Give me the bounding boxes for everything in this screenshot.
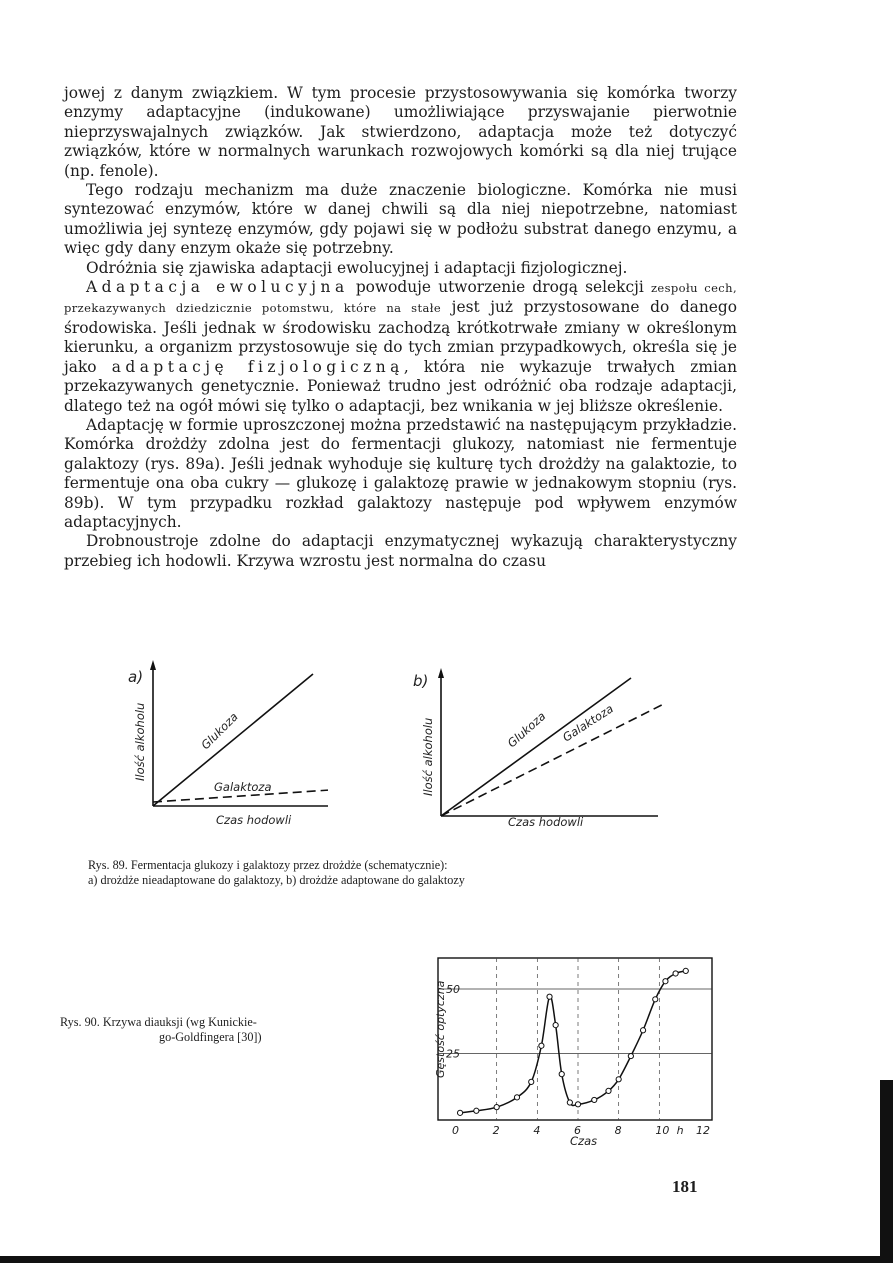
data-point xyxy=(567,1100,572,1105)
paragraph-6: Drobnoustroje zdolne do adaptacji enzymatycznej wykazują charakterystyczny przebieg ich hodowli. Krzywa wzrostu jest normalna do czasu xyxy=(64,532,737,570)
data-point xyxy=(494,1105,499,1110)
paragraph-4: Adaptacja ewolucyjna powoduje utworzenie drogą selekcji zespołu cech, przekazywanych dziedzicznie potomstwu, które na stałe jest już przystosowane do danego środowiska. Jeśli jednak w środowisku zachodzą krótkotrwałe zmiany w określonym kierunku, a organizm przystosowuje się do tych zmian przypadkowych, określa się je jako adaptację fizjologiczną, która nie wykazuje trwałych zmian przekazywanych genetycznie. Ponieważ trudno jest odróżnić oba rodzaje adaptacji, dlatego też na ogół mówi się tylko o adaptacji, bez wnikania w jej bliższe określenie. xyxy=(64,278,738,415)
page-bottom-edge xyxy=(0,1256,893,1263)
label-glukoza: Glukoza xyxy=(198,709,241,753)
series-diauxie-curve xyxy=(460,971,686,1113)
label-galaktoza: Galaktoza xyxy=(560,701,616,745)
body-text xyxy=(64,84,737,571)
data-point xyxy=(529,1079,534,1084)
x-unit-label: h xyxy=(676,1124,684,1137)
page-right-edge xyxy=(880,1080,893,1263)
paragraph-1: jowej z danym związkiem. W tym procesie przystosowywania się komórka tworzy enzymy adaptacyjne (indukowane) umożliwiające przyswajanie pierwotnie nieprzyswajalnych związków. Jak stwierdzono, adaptacja może też dotyczyć związków, które w normalnych warunkach rozwojowych komórki są dla niej trujące (np. fenole). xyxy=(64,84,737,180)
data-point xyxy=(628,1053,633,1058)
data-point xyxy=(457,1110,462,1115)
x-tick-label: 2 xyxy=(492,1124,500,1137)
data-point xyxy=(673,971,678,976)
data-point xyxy=(640,1028,645,1033)
data-point xyxy=(663,979,668,984)
y-axis-label: Ilość alkoholu xyxy=(421,717,435,796)
series-glukoza-line xyxy=(441,678,631,816)
figure-90-caption: Rys. 90. Krzywa diauksji (wg Kunickie- go-Goldfingera [30]) xyxy=(60,1015,262,1044)
x-tick-label: 12 xyxy=(696,1124,710,1137)
paragraph-3: Odróżnia się zjawiska adaptacji ewolucyjnej i adaptacji fizjologicznej. xyxy=(86,258,628,277)
y-tick-label: 50 xyxy=(446,982,460,996)
x-axis-label: Czas hodowli xyxy=(508,815,584,829)
grid xyxy=(438,958,712,1120)
data-point xyxy=(474,1108,479,1113)
y-axis-arrow xyxy=(438,668,444,678)
term-adaptacja-fizjologiczna: adaptację fizjologiczną xyxy=(111,357,404,376)
chart-90-diauxie xyxy=(420,952,720,1148)
data-point xyxy=(575,1102,580,1107)
data-point xyxy=(539,1043,544,1048)
figure-89-caption: Rys. 89. Fermentacja glukozy i galaktozy przez drożdże (schematycznie): a) drożdże nieadaptowane do galaktozy, b) drożdże adaptowane do galaktozy xyxy=(88,858,465,887)
term-adaptacja-ewolucyjna: Adaptacja ewolucyjna xyxy=(86,278,349,297)
x-tick-label: 0 xyxy=(452,1124,459,1137)
paragraph-2: Tego rodzaju mechanizm ma duże znaczenie biologiczne. Komórka nie musi syntezować enzymów, które w danej chwili są dla niej niepotrzebne, natomiast umożliwia jej syntezę enzymów, gdy pojawi się w podłożu substrat danego enzymu, a więc gdy dany enzym okaże się potrzebny. xyxy=(64,181,737,258)
data-point xyxy=(592,1097,597,1102)
figure-89a xyxy=(118,656,348,836)
label-galaktoza: Galaktoza xyxy=(214,780,272,794)
x-tick-label: 10 xyxy=(655,1124,670,1137)
y-axis-label: Gęstość optyczna xyxy=(434,980,447,1078)
y-tick-label: 25 xyxy=(446,1047,460,1061)
data-point xyxy=(616,1077,621,1082)
data-point xyxy=(653,997,658,1002)
panel-label: a) xyxy=(128,668,144,686)
chart-89a xyxy=(118,656,348,836)
panel-label: b) xyxy=(413,672,429,690)
y-axis-arrow xyxy=(150,660,156,670)
figure-90 xyxy=(420,952,720,1148)
data-points xyxy=(457,968,688,1115)
x-axis-label: Czas hodowli xyxy=(216,813,292,827)
x-axis-label: Czas xyxy=(570,1134,598,1148)
figure-89b xyxy=(408,666,678,846)
data-point xyxy=(606,1088,611,1093)
data-point xyxy=(514,1095,519,1100)
x-tick-label: 4 xyxy=(533,1124,541,1137)
data-point xyxy=(553,1022,558,1027)
data-point xyxy=(683,968,688,973)
plot-frame xyxy=(438,958,712,1120)
series-galaktoza-line xyxy=(441,703,666,816)
x-tick-label: 8 xyxy=(614,1124,622,1137)
y-axis-label: Ilość alkoholu xyxy=(133,702,147,781)
data-point xyxy=(547,994,552,999)
x-tick-label: 6 xyxy=(574,1124,581,1137)
chart-89b xyxy=(408,666,678,846)
small-print: zespołu cech, przekazywanych dziedzicznie potomstwu, które na stałe xyxy=(64,281,738,316)
paragraph-5: Adaptację w formie uproszczonej można przedstawić na następującym przykładzie. Komórka drożdży zdolna jest do fermentacji glukozy, natomiast nie fermentuje galaktozy (rys. 89a). Jeśli jednak wyhoduje się kulturę tych drożdży na galaktozie, to fermentuje ona oba cukry — glukozę i galaktozę prawie w jednakowym stopniu (rys. 89b). W tym przypadku rozkład galaktozy następuje pod wpływem enzymów adaptacyjnych. xyxy=(64,415,737,531)
label-glukoza: Glukoza xyxy=(504,708,549,751)
data-point xyxy=(559,1072,564,1077)
page-number: 181 xyxy=(672,1177,698,1196)
